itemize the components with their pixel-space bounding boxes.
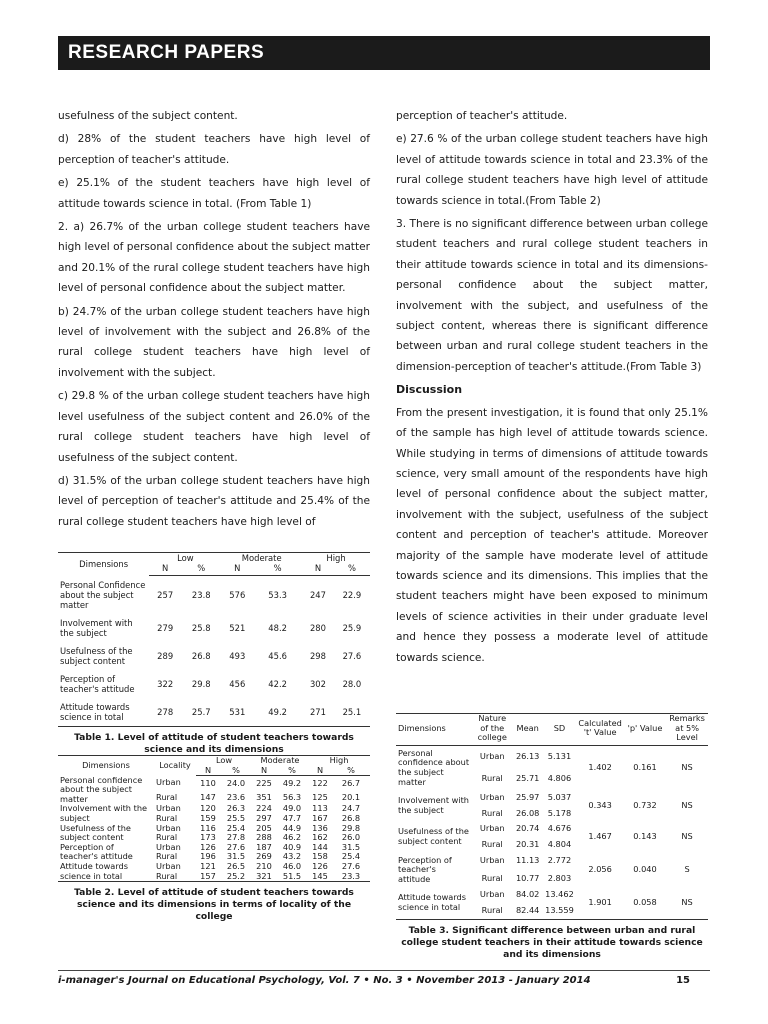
table-cell: 26.3 — [226, 803, 246, 814]
table-header: N — [196, 766, 220, 776]
table-cell: 110 — [200, 777, 216, 788]
table-cell: 162 — [312, 832, 328, 843]
table-cell: 45.6 — [268, 650, 287, 661]
table-cell: 205 — [256, 822, 272, 833]
table-header: N — [252, 766, 276, 776]
table-cell: 224 — [256, 803, 272, 814]
table-cell: Rural — [156, 851, 178, 862]
table-cell: 82.44 — [515, 904, 540, 915]
table-header: Dimensions — [82, 760, 130, 771]
table-header: % — [276, 766, 308, 776]
table-cell: Rural — [481, 838, 503, 849]
table-cell: 24.7 — [341, 803, 361, 814]
header-title: RESEARCH PAPERS — [68, 42, 265, 63]
table-cell: 456 — [229, 678, 246, 689]
row-label: Perception of teacher's attitude — [60, 673, 135, 694]
table-caption: Table 3. Significant difference between urban and rural college student teachers in their attitude towards science and its dimensions — [401, 924, 703, 960]
table-cell: Rural — [481, 872, 503, 883]
section-heading: Discussion — [396, 383, 463, 397]
table-cell: 56.3 — [282, 791, 302, 802]
table-cell: 122 — [312, 777, 328, 788]
paragraph: c) 29.8 % of the urban college student teachers have high level usefulness of the subject content and 26.0% of the rural college student teachers have high level of usefulness of the subject content. — [58, 390, 370, 464]
table-cell: 298 — [309, 650, 326, 661]
table-cell: 20.1 — [341, 791, 361, 802]
table-cell: 27.6 — [342, 650, 362, 661]
table-cell: 521 — [229, 622, 246, 633]
table-cell: 113 — [312, 803, 328, 814]
table-cell: 10.77 — [515, 872, 540, 883]
table-cell: 126 — [312, 861, 328, 872]
table-cell: Urban — [479, 792, 505, 803]
paragraph: From the present investigation, it is found that only 25.1% of the sample has high level of attitude towards science. While studying in terms of dimensions of attitude towards science, very small amount of the respondents have high level of personal confidence about the subject matter, involvement with the subject, usefulness of the subject content and perception of teacher's attitude. Moreover majority of the sample have moderate level of attitude towards science and its dimensions. This implies that the student teachers might have been exposed to minimum levels of science activities in their under graduate level and hence they possess a moderate level of attitude towards science. — [396, 406, 708, 664]
row-label: Usefulness of the subject content — [60, 822, 131, 843]
table-cell: 53.3 — [268, 589, 287, 600]
table-header: Moderate — [260, 755, 300, 765]
table-cell: Rural — [156, 791, 178, 802]
paragraph: usefulness of the subject content. — [58, 110, 238, 122]
table-cell: Urban — [156, 777, 181, 788]
table-cell: 0.143 — [633, 831, 657, 842]
table-header: % — [332, 766, 370, 776]
table-cell: 51.5 — [282, 870, 302, 881]
table-cell: Urban — [156, 822, 181, 833]
paragraph: d) 31.5% of the urban college student teachers have high level of perception of teacher's attitude and 25.4% of the rural college student teachers have high level of — [58, 474, 370, 528]
table-cell: Rural — [156, 870, 178, 881]
table-cell: 493 — [229, 650, 246, 661]
table-header: 'p' Value — [624, 714, 666, 746]
table-row — [58, 642, 370, 670]
table-header: Moderate — [241, 553, 282, 563]
table-cell: 147 — [200, 791, 216, 802]
table-cell: 26.0 — [341, 832, 361, 843]
table-cell: 0.058 — [633, 897, 657, 908]
table-header: Dimensions — [79, 559, 129, 570]
table-row — [396, 790, 708, 806]
table-header: % — [181, 563, 221, 576]
table-cell: 40.9 — [282, 841, 302, 852]
table-cell: Urban — [479, 751, 505, 762]
table-cell: 11.13 — [515, 855, 540, 866]
table-cell: 23.3 — [341, 870, 361, 881]
table-cell: Rural — [481, 904, 503, 915]
table-cell: Urban — [479, 889, 505, 900]
footer-divider — [58, 970, 710, 971]
table-cell: 196 — [200, 851, 216, 862]
table-cell: 46.0 — [282, 861, 302, 872]
table-cell: 46.2 — [282, 832, 302, 843]
table-cell: 321 — [256, 870, 272, 881]
table-cell: NS — [681, 799, 693, 810]
row-label: Usefulness of the subject content — [60, 645, 133, 666]
table-header: % — [253, 563, 302, 576]
table-cell: 20.31 — [515, 838, 540, 849]
table-cell: 25.1 — [342, 706, 362, 717]
right-column — [396, 106, 708, 671]
paragraph: 3. There is no significant difference between urban college student teachers and rural college student teachers in their attitude towards science in total and its dimensions-personal confidence about the subject matter, involvement with the subject, and usefulness of the subject content, whereas there is significant difference between urban and rural college student teachers in the dimension-perception of teacher's attitude.(From Table 3) — [396, 218, 708, 373]
paragraph: b) 24.7% of the urban college student teachers have high level of involvement with the subject and 26.8% of the rural college student teachers have high level of involvement with the subject. — [58, 305, 370, 379]
table-cell: 531 — [229, 706, 246, 717]
table-cell: 29.8 — [191, 678, 211, 689]
table-cell: 13.462 — [545, 889, 574, 900]
table-caption: Table 2. Level of attitude of student teachers towards science and its dimensions in terms of locality of the college — [74, 887, 354, 923]
row-label: Attitude towards science in total — [60, 701, 130, 722]
table-cell: 0.040 — [633, 864, 657, 875]
paragraph: e) 27.6 % of the urban college student teachers have high level of attitude towards science in total and 23.3% of the rural college student teachers have high level of attitude towards science in total.(From Table 2) — [396, 133, 708, 207]
row-label: Involvement with the subject — [398, 795, 470, 815]
table-cell: 49.2 — [268, 706, 287, 717]
table-cell: Urban — [156, 803, 181, 814]
table-cell: 5.131 — [547, 751, 572, 762]
table-cell: 0.343 — [588, 799, 612, 810]
table-cell: 0.161 — [633, 762, 657, 773]
table-cell: 225 — [256, 777, 272, 788]
row-label: Attitude towards science in total — [398, 892, 467, 912]
paragraph: e) 25.1% of the student teachers have high level of attitude towards science in total. (From Table 1) — [58, 177, 370, 210]
table-cell: 26.8 — [191, 650, 211, 661]
table-cell: 22.9 — [342, 589, 362, 600]
table-cell: 42.2 — [268, 678, 287, 689]
table-header: High — [329, 755, 349, 765]
table-cell: 25.7 — [191, 706, 211, 717]
table-header: Low — [215, 755, 233, 765]
table-header: Dimensions — [396, 714, 472, 746]
table-cell: 279 — [157, 622, 174, 633]
row-label: Personal confidence about the subject matter — [60, 774, 143, 804]
journal-citation: i-manager's Journal on Educational Psychology, Vol. 7 • No. 3 • November 2013 - January 2014 — [58, 975, 591, 986]
table-row — [58, 776, 370, 791]
table-row — [396, 853, 708, 870]
table-cell: 247 — [309, 589, 326, 600]
row-label: Perception of teacher's attitude — [398, 854, 452, 884]
table-cell: NS — [681, 762, 693, 773]
table-row — [58, 670, 370, 698]
table-cell: 2.056 — [588, 864, 612, 875]
table-cell: 136 — [312, 822, 328, 833]
table-cell: Rural — [156, 832, 178, 843]
table-cell: 4.676 — [547, 823, 572, 834]
table-cell: 43.2 — [282, 851, 302, 862]
table-row — [58, 698, 370, 727]
table-row — [58, 614, 370, 642]
table-cell: 4.804 — [547, 838, 572, 849]
table-cell: Rural — [156, 813, 178, 824]
table-cell: 25.4 — [341, 851, 361, 862]
table-cell: 126 — [200, 841, 216, 852]
table-header: SD — [543, 714, 577, 746]
table-cell: 25.2 — [226, 870, 246, 881]
table-cell: 288 — [256, 832, 272, 843]
table-cell: Rural — [481, 807, 503, 818]
table-row — [396, 821, 708, 837]
table-cell: Rural — [481, 773, 503, 784]
table-cell: 27.6 — [341, 861, 361, 872]
footer — [58, 975, 710, 986]
table-cell: 29.8 — [341, 822, 361, 833]
row-label: Perception of teacher's attitude — [60, 841, 133, 862]
table-cell: 26.13 — [515, 751, 540, 762]
table-cell: 26.08 — [515, 807, 540, 818]
table-cell: 4.806 — [547, 773, 572, 784]
table-cell: 25.71 — [515, 773, 540, 784]
table-header: Low — [177, 553, 194, 563]
table-cell: NS — [681, 831, 693, 842]
table-cell: 116 — [200, 822, 216, 833]
table-cell: 49.2 — [282, 777, 302, 788]
row-label: Usefulness of the subject content — [398, 826, 469, 846]
table-cell: 28.0 — [342, 678, 362, 689]
table-cell: 173 — [200, 832, 216, 843]
table-cell: 0.732 — [633, 799, 657, 810]
table-cell: 20.74 — [515, 823, 540, 834]
table-row — [396, 745, 708, 768]
table-cell: 25.97 — [515, 792, 540, 803]
table-header: Mean — [513, 714, 543, 746]
paragraph: d) 28% of the student teachers have high level of perception of teacher's attitude. — [58, 133, 370, 166]
table-cell: Urban — [156, 841, 181, 852]
table-cell: 26.5 — [226, 861, 246, 872]
table-cell: Urban — [156, 861, 181, 872]
table-cell: 144 — [312, 841, 328, 852]
table-3 — [396, 713, 708, 961]
table-cell: 44.9 — [282, 822, 302, 833]
table-cell: 27.6 — [226, 841, 246, 852]
row-label: Personal confidence about the subject matter — [398, 747, 470, 787]
table-cell: 5.178 — [547, 807, 572, 818]
table-header: High — [326, 553, 346, 563]
table-cell: 289 — [157, 650, 174, 661]
table-cell: NS — [681, 897, 693, 908]
table-cell: 1.901 — [588, 897, 612, 908]
paragraph: perception of teacher's attitude. — [396, 110, 568, 122]
table-cell: 26.7 — [341, 777, 361, 788]
table-cell: 157 — [200, 870, 216, 881]
table-row — [396, 887, 708, 903]
table-1 — [58, 552, 370, 756]
table-cell: 48.2 — [268, 622, 287, 633]
table-cell: 47.7 — [282, 813, 302, 824]
table-header: N — [221, 563, 253, 576]
table-cell: 26.8 — [341, 813, 361, 824]
table-cell: 322 — [157, 678, 174, 689]
table-cell: 49.0 — [282, 803, 302, 814]
table-cell: 25.9 — [342, 622, 362, 633]
table-cell: 269 — [256, 851, 272, 862]
left-column — [58, 106, 370, 535]
table-cell: 2.803 — [547, 872, 572, 883]
table-cell: 125 — [312, 791, 328, 802]
table-cell: 25.5 — [226, 813, 246, 824]
table-cell: 27.8 — [226, 832, 246, 843]
table-header: Calculated 't' Value — [576, 714, 623, 746]
table-cell: 159 — [200, 813, 216, 824]
table-header: Nature of the college — [472, 714, 513, 746]
row-label: Personal Confidence about the subject matter — [60, 579, 146, 610]
table-cell: 1.467 — [588, 831, 612, 842]
table-cell: 167 — [312, 813, 328, 824]
table-header: % — [220, 766, 252, 776]
table-cell: 278 — [157, 706, 174, 717]
table-2 — [58, 755, 370, 923]
table-cell: 1.402 — [588, 762, 612, 773]
header-banner — [58, 36, 710, 70]
table-cell: 297 — [256, 813, 272, 824]
table-cell: 25.4 — [226, 822, 246, 833]
table-header: % — [334, 563, 370, 576]
table-cell: 576 — [229, 589, 246, 600]
table-header: Locality — [159, 760, 191, 771]
table-header: N — [308, 766, 332, 776]
table-cell: 13.559 — [545, 904, 574, 915]
table-caption: Table 1. Level of attitude of student teachers towards science and its dimensions — [74, 731, 354, 755]
table-header: N — [149, 563, 181, 576]
table-cell: 23.6 — [226, 791, 246, 802]
table-cell: 25.8 — [191, 622, 211, 633]
table-cell: 257 — [157, 589, 174, 600]
table-cell: 158 — [312, 851, 328, 862]
row-label: Attitude towards science in total — [60, 861, 129, 881]
table-cell: 2.772 — [547, 855, 572, 866]
table-cell: 302 — [309, 678, 326, 689]
table-cell: 145 — [312, 870, 328, 881]
page-number: 15 — [676, 975, 690, 986]
table-cell: 271 — [309, 706, 326, 717]
table-cell: 24.0 — [226, 777, 246, 788]
table-cell: 23.8 — [191, 589, 211, 600]
table-cell: 187 — [256, 841, 272, 852]
table-cell: 351 — [256, 791, 272, 802]
table-cell: Urban — [479, 823, 505, 834]
table-row — [58, 576, 370, 614]
row-label: Involvement with the subject — [60, 617, 133, 638]
table-cell: Urban — [479, 855, 505, 866]
table-cell: 31.5 — [341, 841, 361, 852]
row-label: Involvement with the subject — [60, 803, 148, 824]
paragraph: 2. a) 26.7% of the urban college student teachers have high level of personal confidence about the subject matter and 20.1% of the rural college student teachers have high level of personal confidence about the subject matter. — [58, 221, 370, 295]
table-header: Remarks at 5% Level — [666, 714, 708, 746]
table-cell: 84.02 — [515, 889, 540, 900]
table-cell: 31.5 — [226, 851, 246, 862]
table-cell: 5.037 — [547, 792, 572, 803]
table-cell: S — [684, 864, 690, 875]
table-cell: 280 — [309, 622, 326, 633]
table-cell: 120 — [200, 803, 216, 814]
table-cell: 210 — [256, 861, 272, 872]
table-cell: 121 — [200, 861, 216, 872]
table-header: N — [302, 563, 334, 576]
